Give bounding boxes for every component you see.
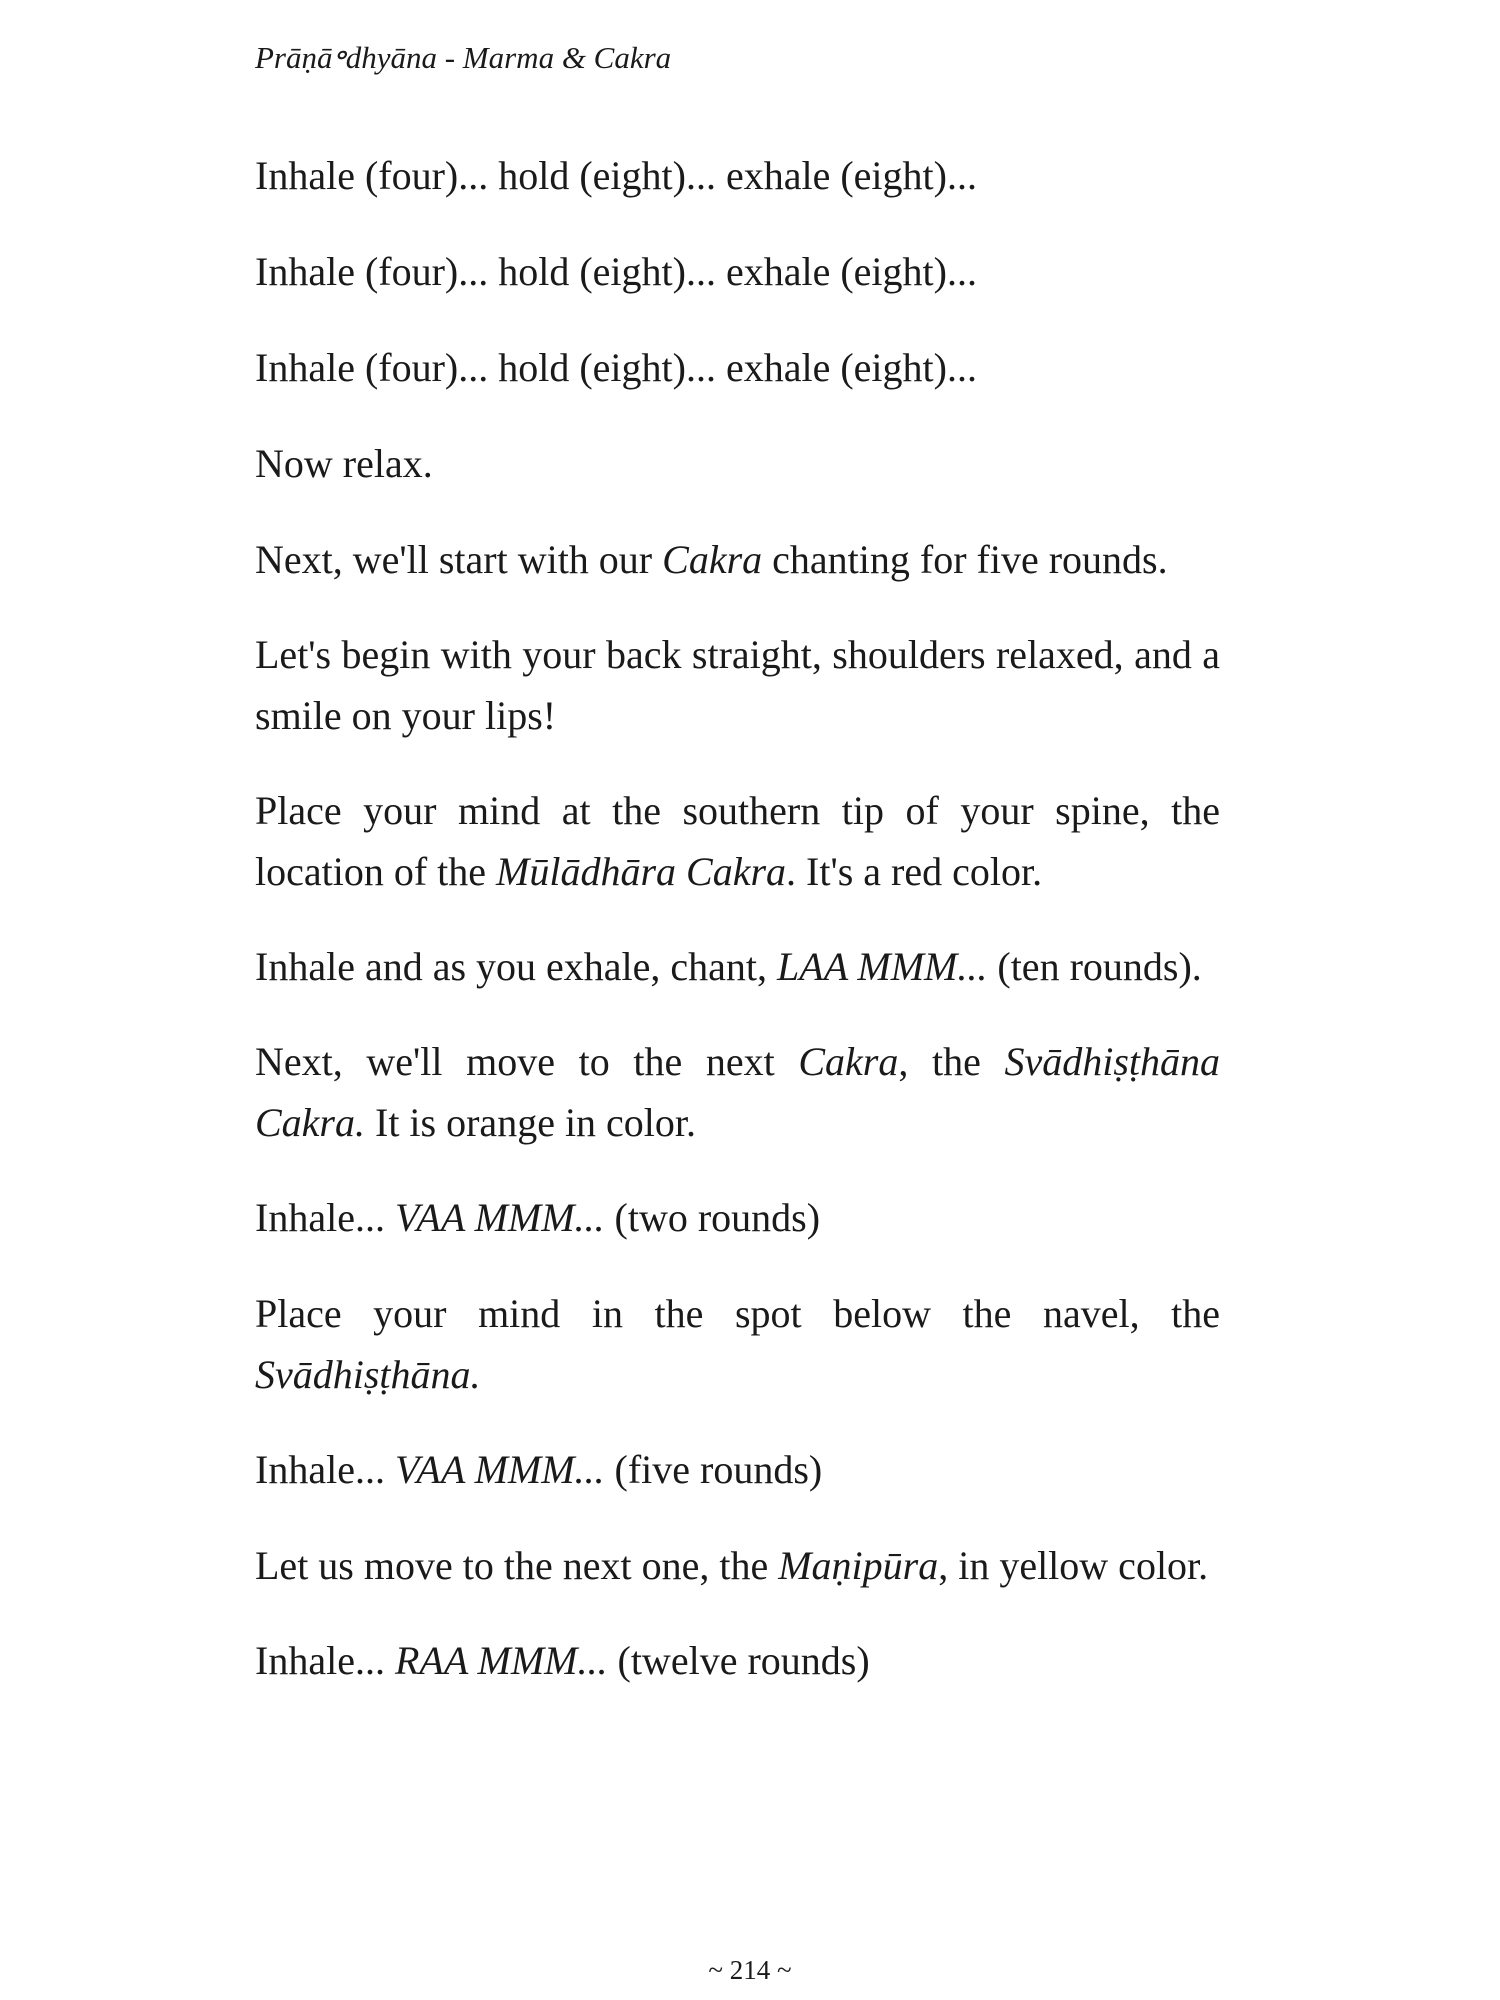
paragraph-breath-3: Inhale (four)... hold (eight)... exhale (eight)... bbox=[255, 345, 977, 390]
italic-term: Cakra bbox=[798, 1039, 899, 1084]
italic-mantra: VAA MMM... bbox=[394, 1447, 605, 1492]
text-run: . It's a red color. bbox=[786, 849, 1043, 894]
text-run: (two rounds) bbox=[604, 1195, 821, 1240]
text-run: , in yellow color. bbox=[938, 1543, 1209, 1588]
paragraph-relax: Now relax. bbox=[255, 441, 433, 486]
paragraph-vaa-chant-1 bbox=[255, 1187, 1220, 1248]
paragraph-laa-chant bbox=[255, 936, 1220, 997]
paragraph-breath-1: Inhale (four)... hold (eight)... exhale (eight)... bbox=[255, 153, 977, 198]
italic-term: Svādhiṣṭhāna Cakra. bbox=[255, 1039, 1220, 1145]
text-run: Let us move to the next one, the bbox=[255, 1543, 779, 1588]
italic-term: Mūlādhāra Cakra bbox=[496, 849, 787, 894]
text-run: Inhale and as you exhale, chant, bbox=[255, 944, 778, 989]
running-header: Prāṇā॰dhyāna - Marma & Cakra bbox=[255, 40, 672, 75]
text-run: (twelve rounds) bbox=[607, 1638, 870, 1683]
paragraph-breath-2: Inhale (four)... hold (eight)... exhale (eight)... bbox=[255, 249, 977, 294]
body-text bbox=[255, 145, 1220, 1726]
paragraph-svadhisthana bbox=[255, 1031, 1220, 1153]
text-run: Inhale... bbox=[255, 1195, 395, 1240]
italic-mantra: RAA MMM... bbox=[394, 1638, 608, 1683]
paragraph-navel bbox=[255, 1283, 1220, 1405]
text-run: Inhale... bbox=[255, 1638, 395, 1683]
italic-term: Svādhiṣṭhāna. bbox=[255, 1352, 481, 1397]
text-run: , the bbox=[898, 1039, 1005, 1084]
text-run: chanting for five rounds. bbox=[762, 537, 1168, 582]
page-number: ~ 214 ~ bbox=[708, 1955, 792, 1985]
italic-mantra: VAA MMM... bbox=[394, 1195, 605, 1240]
text-run: It is orange in color. bbox=[365, 1100, 697, 1145]
text-run: Inhale... bbox=[255, 1447, 395, 1492]
paragraph-posture: Let's begin with your back straight, shoulders relaxed, and a smile on your lips! bbox=[255, 632, 1220, 738]
text-run: Next, we'll move to the next bbox=[255, 1039, 799, 1084]
paragraph-chanting-intro bbox=[255, 529, 1220, 590]
italic-mantra: LAA MMM... bbox=[777, 944, 988, 989]
italic-term: Maṇipūra bbox=[778, 1543, 939, 1588]
text-run: Place your mind at the southern tip of your spine, the location of the bbox=[255, 788, 1220, 894]
text-run: (five rounds) bbox=[604, 1447, 823, 1492]
paragraph-muladhara bbox=[255, 780, 1220, 902]
paragraph-vaa-chant-2 bbox=[255, 1439, 1220, 1500]
italic-term: Cakra bbox=[662, 537, 763, 582]
paragraph-manipura bbox=[255, 1535, 1220, 1596]
text-run: (ten rounds). bbox=[987, 944, 1202, 989]
paragraph-raa-chant bbox=[255, 1630, 1220, 1691]
text-run: Next, we'll start with our bbox=[255, 537, 663, 582]
text-run: Place your mind in the spot below the navel, the bbox=[255, 1291, 1220, 1336]
